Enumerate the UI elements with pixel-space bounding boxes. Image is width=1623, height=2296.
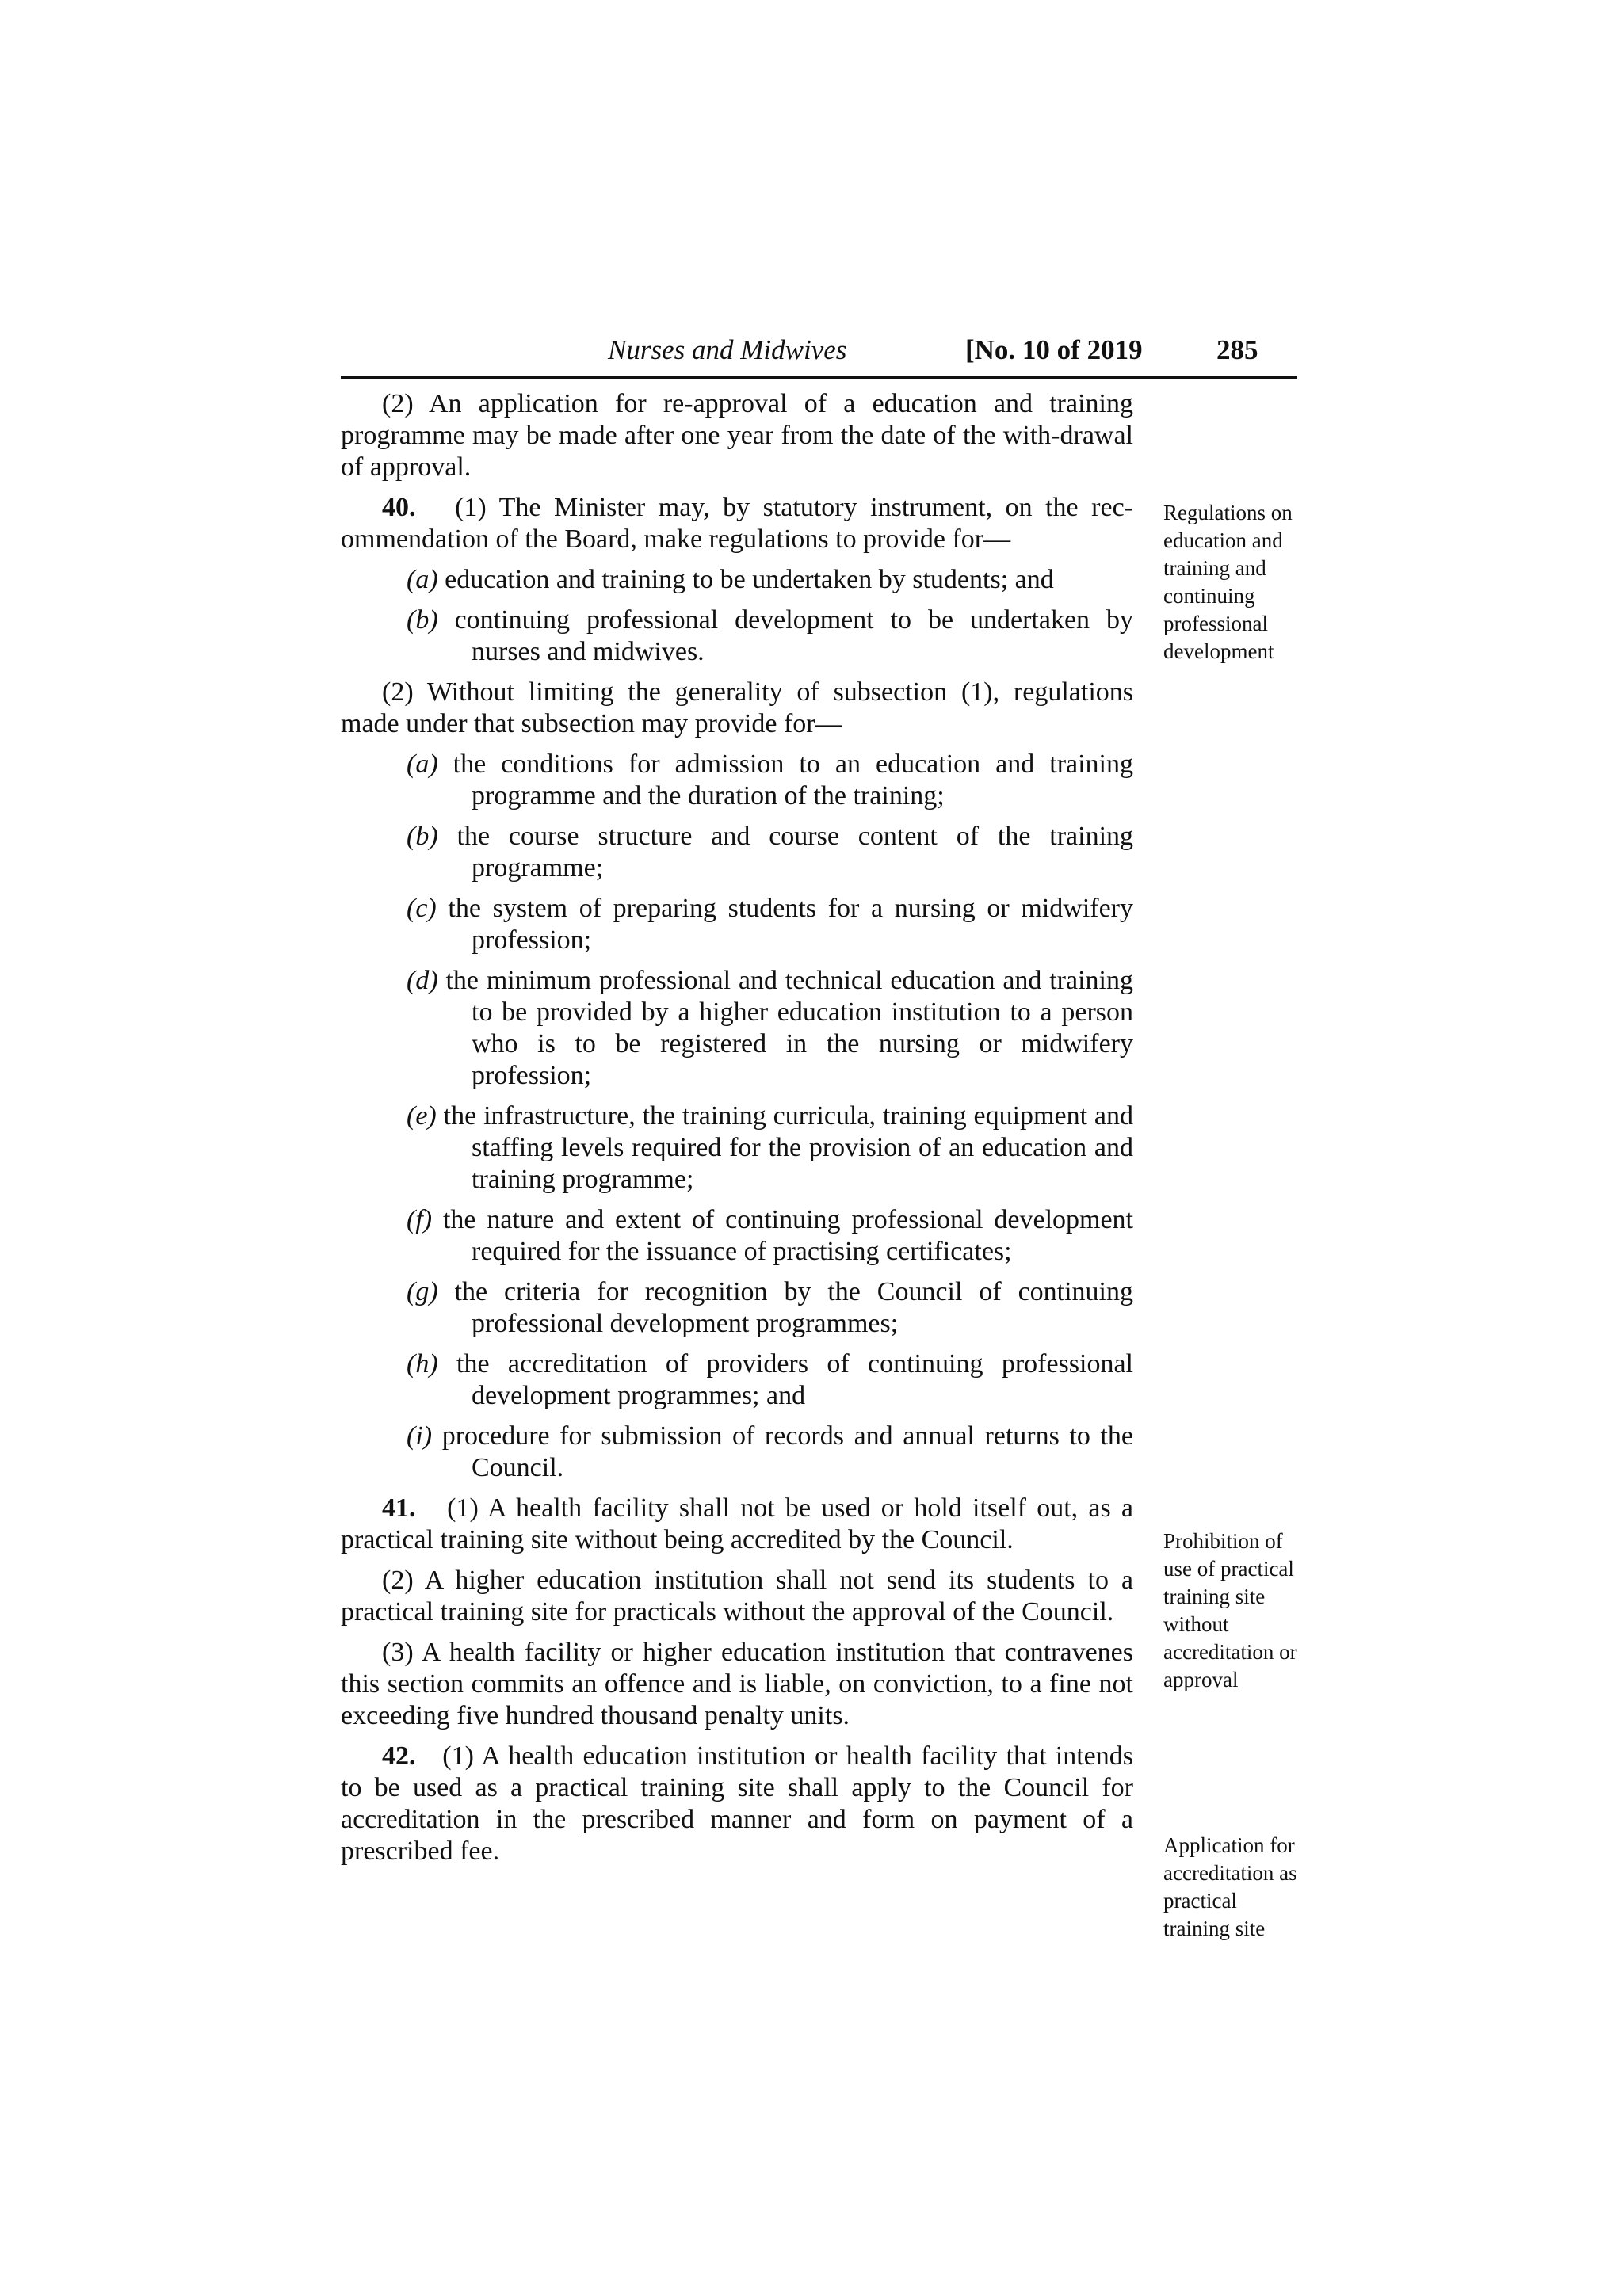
section-40-2-item-text: the infrastructure, the training curricula, training equipment and staffing levels required for the provision of an education and training programme;	[443, 1101, 1133, 1194]
section-40-2-item-text: the system of preparing students for a nursing or midwifery profession;	[448, 894, 1133, 955]
section-40-1-item	[341, 605, 1133, 668]
section-40-2-item-label: (c)	[407, 894, 437, 923]
section-40-2-item	[341, 965, 1133, 1092]
section-40-2-item	[341, 1276, 1133, 1340]
section-40-2-item-text: the criteria for recognition by the Council of continuing professional development programmes;	[454, 1277, 1134, 1338]
section-40-2-item	[341, 1204, 1133, 1268]
section-41-subsection-1	[341, 1493, 1133, 1556]
section-40-2-item-text: the nature and extent of continuing professional development required for the issuance of practising certificates;	[442, 1205, 1133, 1266]
section-40-2-item-label: (a)	[407, 749, 438, 779]
section-40-2-item-text: the accreditation of providers of continuing professional development programmes; and	[456, 1349, 1133, 1410]
body-text	[341, 388, 1133, 1876]
margin-note-section-41: Prohibition of use of practical training site without accreditation or approval	[1163, 1529, 1297, 1691]
section-40-2-item-label: (d)	[407, 966, 438, 995]
section-40-2-item-text: procedure for submission of records and annual returns to the Council.	[441, 1421, 1134, 1482]
section-40-2-item-text: the minimum professional and technical education and training to be provided by a higher education institution to a person who is to be registered in the nursing or midwifery profession;	[445, 966, 1133, 1090]
section-40-1-item-list	[341, 564, 1133, 668]
margin-note-section-42: Application for accreditation as practical training site	[1163, 1833, 1297, 1940]
section-41-subsection-1-text: (1) A health facility shall not be used or hold itself out, as a practical training site without being accredited by the Council.	[341, 1493, 1133, 1554]
section-40-1-item-text: continuing professional development to be undertaken by nurses and midwives.	[454, 605, 1133, 666]
section-40-subsection-1	[341, 492, 1133, 555]
section-40-2-item	[341, 1421, 1133, 1484]
section-40-2-item-label: (b)	[407, 822, 438, 851]
section-40-1-item-label: (b)	[407, 605, 438, 635]
section-40-1-item-text: education and training to be undertaken by students; and	[445, 565, 1054, 594]
section-42-subsection-1	[341, 1741, 1133, 1867]
margin-note-section-40: Regulations on education and training and continuing professional development	[1163, 501, 1293, 663]
header-act-number: [No. 10 of 2019	[965, 334, 1143, 365]
section-40-2-item	[341, 1348, 1133, 1412]
header-rule	[341, 376, 1297, 379]
section-41-subsection-2: (2) A higher education institution shall not send its students to a practical training site for practicals without the approval of the Council.	[341, 1566, 1133, 1627]
section-40-2-item-label: (g)	[407, 1277, 438, 1306]
section-41-number: 41.	[382, 1493, 416, 1523]
section-40-number: 40.	[382, 493, 416, 522]
section-40-2-item	[341, 749, 1133, 812]
section-42-number: 42.	[382, 1741, 416, 1771]
section-40-2-item-label: (h)	[407, 1349, 438, 1379]
section-40-1-item	[341, 564, 1133, 596]
section-40-2-item-list	[341, 749, 1133, 1484]
section-39-subsection-2: (2) An application for re-approval of a education and training programme may be made after one year from the date of the with-drawal of approval.	[341, 389, 1133, 482]
section-40-subsection-2: (2) Without limiting the generality of subsection (1), regulations made under that subsection may provide for—	[341, 677, 1133, 738]
section-40-subsection-1-text: (1) The Minister may, by statutory instrument, on the rec-ommendation of the Board, make regulations to provide for—	[341, 493, 1133, 554]
section-40-2-item	[341, 1100, 1133, 1196]
section-40-2-item	[341, 893, 1133, 956]
header-title: Nurses and Midwives	[608, 334, 847, 365]
section-40-2-item-text: the course structure and course content of the training programme;	[456, 822, 1134, 883]
section-40-2-item-label: (f)	[407, 1205, 433, 1234]
section-40-1-item-label: (a)	[407, 565, 438, 594]
section-41-subsection-3: (3) A health facility or higher education institution that contravenes this section commits an offence and is liable, on conviction, to a fine not exceeding five hundred thousand penalty units.	[341, 1638, 1133, 1730]
section-40-2-item	[341, 821, 1133, 884]
section-40-2-item-text: the conditions for admission to an education and training programme and the duration of the training;	[453, 749, 1134, 810]
section-42-subsection-1-text: (1) A health education institution or health facility that intends to be used as a practical training site shall apply to the Council for accreditation in the prescribed manner and form on payment of a prescribed fee.	[341, 1741, 1134, 1866]
running-header	[341, 330, 1297, 371]
section-40-2-item-label: (e)	[407, 1101, 437, 1131]
section-40-2-item-label: (i)	[407, 1421, 433, 1451]
page-number: 285	[1216, 334, 1258, 365]
